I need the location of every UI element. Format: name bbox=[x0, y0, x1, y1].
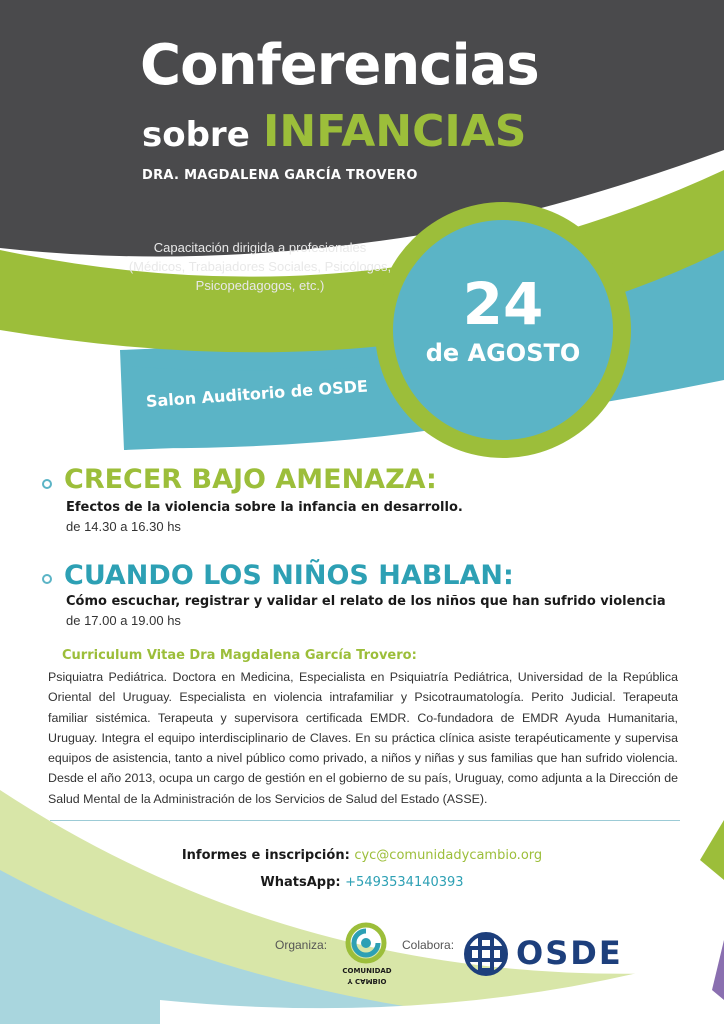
date-month: de AGOSTO bbox=[425, 339, 581, 367]
page-title: Conferencias bbox=[140, 33, 539, 98]
talk-1-subtitle: Efectos de la violencia sobre la infancia en desarrollo. bbox=[66, 500, 463, 515]
audience-line-3: Psicopedagogos, etc.) bbox=[195, 278, 325, 293]
divider bbox=[50, 820, 680, 821]
audience-line-1: Capacitación dirigida a profesionales bbox=[153, 240, 367, 255]
talk-2-title: CUANDO LOS NIÑOS HABLAN: bbox=[64, 560, 514, 591]
bullet-icon bbox=[42, 574, 52, 584]
talk-1-time: de 14.30 a 16.30 hs bbox=[66, 519, 181, 534]
audience-text bbox=[110, 238, 410, 295]
date-day: 24 bbox=[462, 270, 544, 338]
whatsapp-number-link[interactable]: +5493534140393 bbox=[345, 875, 464, 890]
organizer-name bbox=[336, 967, 398, 985]
contact-line bbox=[0, 848, 724, 863]
contact-label: Informes e inscripción: bbox=[181, 848, 350, 863]
talk-1-title: CRECER BAJO AMENAZA: bbox=[64, 464, 437, 495]
talk-2-time: de 17.00 a 19.00 hs bbox=[66, 613, 181, 628]
subtitle-word-sobre: sobre bbox=[142, 115, 250, 155]
colabora-label: Colabora: bbox=[402, 938, 455, 952]
cv-body: Psiquiatra Pediátrica. Doctora en Medicina, Especialista en Psiquiatría Pediátrica, Universidad de la República Oriental del Uruguay. Especialista en violencia intrafamiliar y Psicotraumatología. Perito Judicial. Terapeuta familiar sistémica. Terapeuta y supervisora certificada EMDR. Co-fundadora de EMDR Ayuda Humanitaria, Uruguay. Integra el equipo interdisciplinario de Claves. En su práctica clínica asiste terapéuticamente y supervisa equipos de asistencia, tanto a nivel público como privado, a niños y niñas y sus familias que han sufrido violencia. Desde el año 2013, ocupa un cargo de gestión en el gobierno de su país, Uruguay, como adjunta a la Dirección de Salud Mental de la Administración de los Servicios de Salud del Estado (ASSE). bbox=[48, 670, 678, 806]
speaker-name: DRA. MAGDALENA GARCÍA TROVERO bbox=[142, 168, 418, 183]
contact-email-link[interactable]: cyc@comunidadycambio.org bbox=[354, 848, 543, 863]
page-subtitle bbox=[142, 108, 526, 159]
talk-2-subtitle: Cómo escuchar, registrar y validar el relato de los niños que han sufrido violencia bbox=[66, 594, 666, 609]
osde-logo-text: OSDE bbox=[516, 934, 623, 972]
whatsapp-line bbox=[0, 875, 724, 890]
bullet-icon bbox=[42, 479, 52, 489]
venue-label: Salon Auditorio de OSDE bbox=[145, 376, 369, 411]
cv-title: Curriculum Vitae Dra Magdalena García Trovero: bbox=[62, 648, 417, 663]
organizer-line-2: Y CAMBIO bbox=[347, 977, 387, 985]
subtitle-word-infancias: INFANCIAS bbox=[263, 106, 527, 157]
audience-line-2: (Médicos, Trabajadores Sociales, Psicólogos, bbox=[128, 259, 392, 274]
organiza-label: Organiza: bbox=[275, 938, 328, 952]
comunidad-y-cambio-logo-icon bbox=[345, 922, 387, 964]
osde-cross-logo-icon bbox=[464, 932, 508, 976]
organizer-line-1: COMUNIDAD bbox=[342, 967, 392, 975]
whatsapp-label: WhatsApp: bbox=[260, 875, 341, 890]
